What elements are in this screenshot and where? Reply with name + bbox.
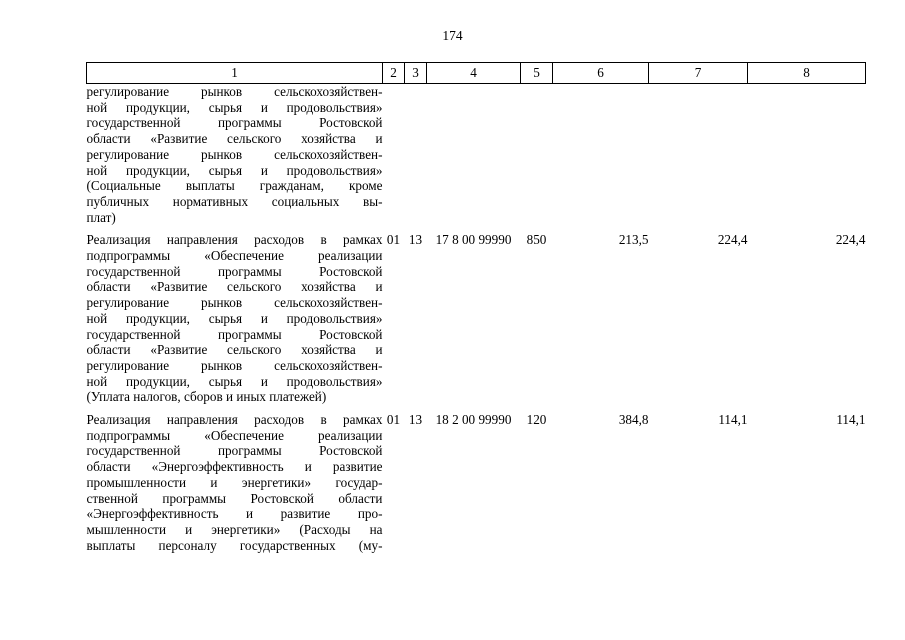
description-line: ной продукции, сырья и продовольствия»: [86, 373, 383, 389]
header-col-6: 6: [553, 63, 649, 84]
description-line: регулирование рынков сельскохозяйствен-: [86, 357, 383, 373]
cell-section: 01: [386, 412, 401, 428]
description-line: Реализация направления расходов в рамках: [86, 232, 383, 248]
description-line: области «Развитие сельского хозяйства и: [86, 342, 383, 358]
description-line: ной продукции, сырья и продовольствия»: [86, 162, 383, 178]
header-col-1: 1: [87, 63, 383, 84]
description-line: области «Энергоэффективность и развитие: [86, 459, 383, 475]
table-row: [87, 84, 866, 233]
description-line: (Социальные выплаты гражданам, кроме: [86, 178, 383, 194]
cell-amount-year-2: 224,4: [717, 232, 748, 248]
description-line: государственной программы Ростовской: [86, 115, 383, 131]
cell-amount-year-2: [649, 84, 748, 233]
description-line: области «Развитие сельского хозяйства и: [86, 279, 383, 295]
header-col-3: 3: [405, 63, 427, 84]
cell-amount-year-3: 224,4: [835, 232, 866, 248]
description-line: выплаты персоналу государственных (му-: [86, 537, 383, 553]
description-line: государственной программы Ростовской: [86, 443, 383, 459]
description-line: публичных нормативных социальных вы-: [86, 193, 383, 209]
cell-target-code: 17 8 00 99990: [435, 232, 512, 248]
table-row: [87, 232, 866, 412]
description-line: регулирование рынков сельскохозяйствен-: [86, 295, 383, 311]
description-line: мышленности и энергетики» (Расходы на: [86, 521, 383, 537]
description-line: государственной программы Ростовской: [86, 326, 383, 342]
cell-expense-type: [521, 84, 553, 233]
description-line: регулирование рынков сельскохозяйствен-: [86, 84, 383, 99]
cell-section: [383, 84, 405, 233]
row-description: [87, 84, 383, 233]
header-col-8: 8: [748, 63, 866, 84]
row-description: [87, 412, 383, 560]
description-line: подпрограммы «Обеспечение реализации: [86, 248, 383, 264]
description-line: государственной программы Ростовской: [86, 263, 383, 279]
cell-amount-year-1: 213,5: [618, 232, 649, 248]
cell-amount-year-2: 114,1: [718, 412, 748, 428]
table-row: [87, 412, 866, 560]
description-line: Реализация направления расходов в рамках: [86, 412, 383, 428]
header-col-4: 4: [427, 63, 521, 84]
cell-subsection: 13: [408, 412, 423, 428]
description-line: ственной программы Ростовской области: [86, 490, 383, 506]
description-line: плат): [86, 209, 116, 225]
description-line: области «Развитие сельского хозяйства и: [86, 131, 383, 147]
cell-subsection: 13: [408, 232, 423, 248]
row-description: [87, 232, 383, 412]
cell-subsection: [405, 84, 427, 233]
cell-amount-year-1: 384,8: [618, 412, 649, 428]
header-col-2: 2: [383, 63, 405, 84]
description-line: промышленности и энергетики» государ-: [86, 474, 383, 490]
cell-amount-year-3: [748, 84, 866, 233]
description-line: «Энергоэффективность и развитие про-: [86, 506, 383, 522]
cell-section: 01: [386, 232, 401, 248]
description-line: ной продукции, сырья и продовольствия»: [86, 99, 383, 115]
cell-amount-year-1: [553, 84, 649, 233]
description-line: подпрограммы «Обеспечение реализации: [86, 427, 383, 443]
cell-target-code: 18 2 00 99990: [435, 412, 512, 428]
budget-table: [86, 62, 866, 560]
description-line: регулирование рынков сельскохозяйствен-: [86, 146, 383, 162]
description-line: ной продукции, сырья и продовольствия»: [86, 310, 383, 326]
header-col-7: 7: [649, 63, 748, 84]
cell-expense-type: 120: [526, 412, 547, 428]
description-line: (Уплата налогов, сборов и иных платежей): [86, 389, 327, 405]
page-number: 174: [442, 28, 463, 43]
cell-expense-type: 850: [526, 232, 547, 248]
cell-target-code: [427, 84, 521, 233]
header-col-5: 5: [521, 63, 553, 84]
cell-amount-year-3: 114,1: [836, 412, 866, 428]
table-header-row: [87, 63, 866, 84]
